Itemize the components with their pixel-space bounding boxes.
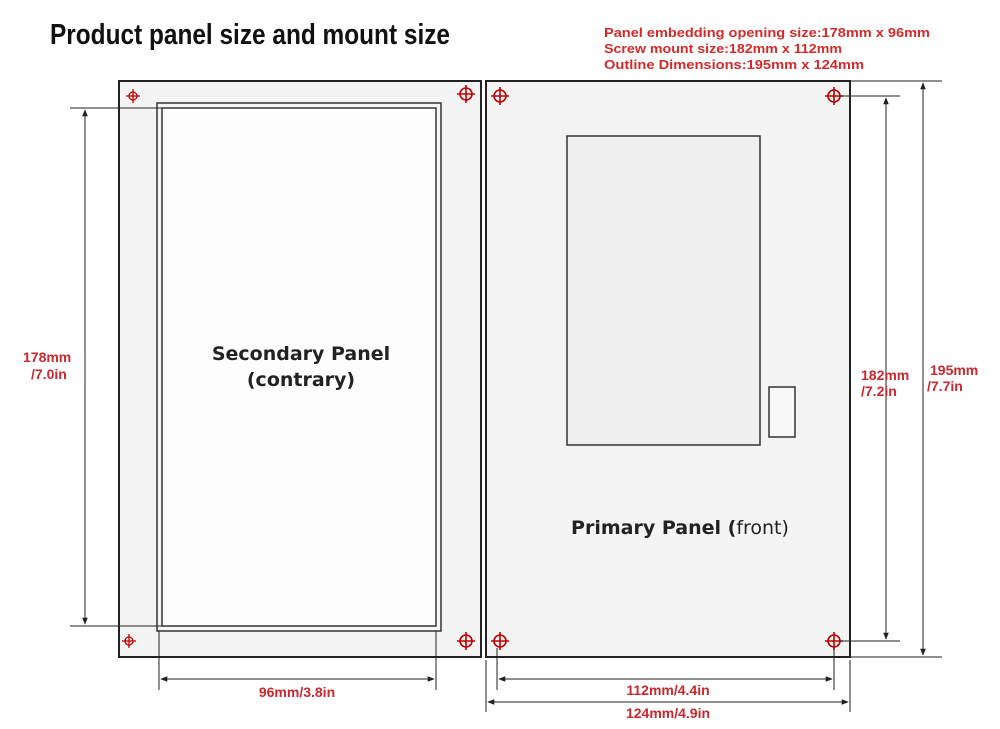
spec-outline-dimensions: Outline Dimensions:195mm x 124mm (604, 58, 864, 72)
spec-opening-size: Panel embedding opening size:178mm x 96mm (604, 26, 930, 40)
opening-height-label-in: /7.0in (31, 366, 67, 382)
secondary-panel-label: Secondary Panel (211, 343, 391, 365)
opening-width-label: 96mm/3.8in (258, 684, 336, 700)
mount-height-label-mm: 182mm (861, 367, 910, 383)
outline-height-label-in: /7.7in (927, 378, 963, 394)
primary-panel-indicator (769, 387, 795, 437)
spec-list (604, 26, 930, 72)
outline-height-label-mm: 195mm (930, 362, 979, 378)
page-title: Product panel size and mount size (50, 19, 450, 51)
secondary-panel-opening (162, 108, 436, 626)
mount-width-label: 112mm/4.4in (626, 682, 710, 698)
opening-height-label-mm: 178mm (23, 349, 72, 365)
primary-panel-label: Primary Panel (front) (571, 517, 789, 539)
secondary-panel-sublabel: (contrary) (246, 369, 356, 391)
primary-panel-screen (567, 136, 760, 445)
spec-screw-mount-size: Screw mount size:182mm x 112mm (604, 42, 842, 56)
primary-panel (486, 81, 850, 657)
secondary-panel (119, 81, 481, 657)
mount-height-label-in: /7.2in (861, 383, 897, 399)
outline-width-label: 124mm/4.9in (625, 705, 711, 721)
